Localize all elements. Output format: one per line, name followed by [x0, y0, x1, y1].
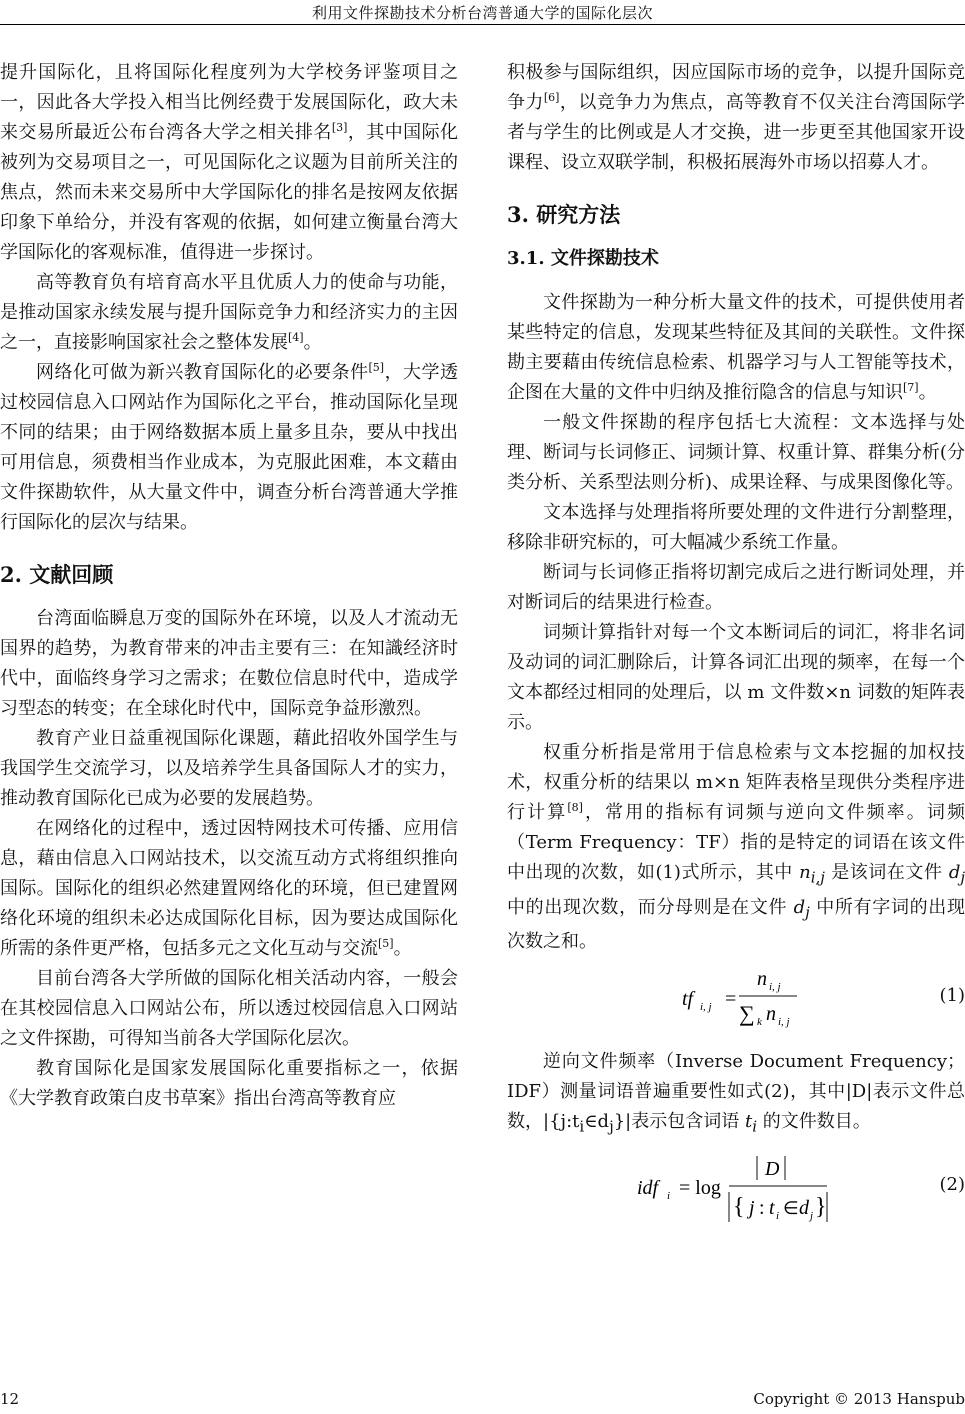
section-heading: 2. 文献回顾 — [0, 562, 114, 587]
section-heading: 3. 研究方法 — [507, 202, 621, 227]
eq1-numerator: n — [757, 968, 767, 991]
paragraph: 词频计算指针对每一个文本断词后的词汇，将非名词及动词的词汇删除后，计算各词汇出现的频率，在每一个文本都经过相同的处理后，以 m 文件数×n 词数的矩阵表示。 — [507, 622, 965, 733]
paragraph: 断词与长词修正指将切割完成后之进行断词处理，并对断词后的结果进行检查。 — [507, 562, 965, 613]
citation: [7] — [903, 381, 919, 394]
paragraph: 在网络化的过程中，透过因特网技术可传播、应用信息，藉由信息入口网站技术，以交流互动方式将组织推向国际。国际化的组织必然建置网络化的环境，但已建置网络化环境的组织未必达成国际化目标，因为要达成国际化所需的条件更严格，包括多元之文化互动与交流[5]。 — [0, 818, 458, 959]
equation-number: (1) — [939, 985, 965, 1007]
eq2-brace-right: } — [815, 1193, 827, 1220]
eq1-numerator-sub: i, j — [769, 981, 781, 994]
paragraph: 文本选择与处理指将所要处理的文件进行分割整理，移除非研究标的，可大幅减少系统工作量。 — [507, 502, 965, 553]
eq1-lhs: tf — [682, 988, 694, 1011]
paragraph: 一般文件探勘的程序包括七大流程：文本选择与处理、断词与长词修正、词频计算、权重计算、群集分析(分类分析、关系型法则分析)、成果诠释、与成果图像化等。 — [507, 412, 965, 493]
eq1-denominator: n — [766, 1003, 776, 1026]
header-rule — [0, 24, 965, 25]
equation-2-graphic — [507, 1148, 965, 1228]
paragraph: 权重分析指是常用于信息检索与文本挖掘的加权技术，权重分析的结果以 m×n 矩阵表格呈现供分类程序进行计算[8]，常用的指标有词频与逆向文件频率。词频（Term Frequency：TF）指的是特定的词语在该文件中出现的次数，如(1)式所示，其中 $n_{i,j}$ 是该词在文件 $d_j$ 中的出现次数，而分母则是在文件 $d_j$ 中所有字词的出现次数之和。 — [507, 742, 965, 953]
equation-1-graphic — [507, 963, 965, 1033]
eq2-lhs: idf — [637, 1176, 659, 1199]
eq2-den-d: d — [799, 1196, 809, 1219]
paragraph: 提升国际化，且将国际化程度列为大学校务评鉴项目之一，因此各大学投入相当比例经费于发展国际化，政大未来交易所最近公布台湾各大学之相关排名[3]，其中国际化被列为交易项目之一，可见国际化之议题为目前所关注的焦点，然而未来交易所中大学国际化的排名是按网友依据印象下单给分，并没有客观的依据，如何建立衡量台湾大学国际化的客观标准，值得进一步探讨。 — [0, 62, 459, 263]
eq2-numerator: D — [765, 1157, 780, 1180]
citation: [6] — [543, 91, 560, 104]
eq2-den-d-sub: j — [810, 1209, 814, 1222]
eq1-equals: = — [725, 988, 737, 1011]
eq1-lhs-sub: i, j — [700, 1001, 712, 1014]
equation-number: (2) — [939, 1173, 965, 1195]
paragraph: 目前台湾各大学所做的国际化相关活动内容，一般会在其校园信息入口网站公布，所以透过校园信息入口网站之文件探勘，可得知当前各大学国际化层次。 — [0, 968, 458, 1049]
paragraph: 教育产业日益重视国际化课题，藉此招收外国学生与我国学生交流学习，以及培养学生具备国际人才的实力，推动教育国际化已成为必要的发展趋势。 — [0, 728, 458, 809]
paragraph: 逆向文件频率（Inverse Document Frequency；IDF）测量词语普遍重要性如式(2)，其中|D|表示文件总数，$|\{j:t_i\in d_j\}|$表示包含词语 $t_i$ 的文件数目。 — [507, 1051, 965, 1136]
eq1-sum: ∑ — [739, 1001, 755, 1027]
eq1-sum-sub: k — [757, 1016, 762, 1029]
eq2-den-in: ∈ — [783, 1197, 799, 1218]
eq2-den-t-sub: i — [776, 1209, 780, 1222]
subsection-heading: 3.1. 文件探勘技术 — [507, 248, 659, 269]
right-column — [507, 58, 965, 1242]
eq2-lhs-sub: i — [667, 1189, 671, 1202]
left-column — [0, 58, 458, 1114]
paragraph: 网络化可做为新兴教育国际化的必要条件[5]，大学透过校园信息入口网站作为国际化之平台，推动国际化呈现不同的结果；由于网络数据本质上量多且杂，要从中找出可用信息，须费相当作业成本，为克服此困难，本文藉由文件探勘软件，从大量文件中，调查分析台湾普通大学推行国际化的层次与结果。 — [0, 361, 459, 533]
paragraph: 高等教育负有培育高水平且优质人力的使命与功能，是推动国家永续发展与提升国际竞争力和经济实力的主因之一，直接影响国家社会之整体发展[4]。 — [0, 272, 458, 353]
equation-2 — [507, 1148, 965, 1228]
citation: [3] — [331, 121, 348, 134]
citation: [5] — [378, 937, 394, 950]
eq2-den-t: t — [769, 1196, 775, 1219]
citation: [5] — [368, 361, 385, 374]
paragraph: 积极参与国际组织，因应国际市场的竞争，以提升国际竞争力[6]，以竞争力为焦点，高等教育不仅关注台湾国际学者与学生的比例或是人才交换，进一步更至其他国家开设课程、设立双联学制，积极拓展海外市场以招募人才。 — [507, 62, 965, 173]
running-header: 利用文件探勘技术分析台湾普通大学的国际化层次 — [311, 4, 653, 22]
paragraph: 台湾面临瞬息万变的国际外在环境，以及人才流动无国界的趋势，为教育带来的冲击主要有三：在知識经济时代中，面临终身学习之需求；在數位信息时代中，造成学习型态的转变；在全球化时代中，国际竞争益形激烈。 — [0, 608, 458, 719]
equation-1 — [507, 963, 965, 1033]
paragraph: 教育国际化是国家发展国际化重要指标之一，依据《大学教育政策白皮书草案》指出台湾高等教育应 — [0, 1058, 458, 1109]
eq2-brace-left: { — [733, 1193, 745, 1220]
page-number: 12 — [0, 1390, 20, 1408]
citation: [4] — [288, 331, 304, 344]
eq2-den-j: j — [749, 1196, 755, 1219]
copyright: Copyright © 2013 Hanspub — [753, 1390, 965, 1408]
eq1-denominator-sub: i, j — [778, 1016, 790, 1029]
citation: [8] — [567, 801, 583, 814]
eq2-equals-log: = log — [679, 1176, 721, 1199]
paragraph: 文件探勘为一种分析大量文件的技术，可提供使用者某些特定的信息，发现某些特征及其间的关联性。文件探勘主要藉由传统信息检索、机器学习与人工智能等技术，企图在大量的文件中归纳及推衍隐含的信息与知识[7]。 — [507, 292, 965, 403]
eq2-den-colon: : — [759, 1196, 765, 1219]
